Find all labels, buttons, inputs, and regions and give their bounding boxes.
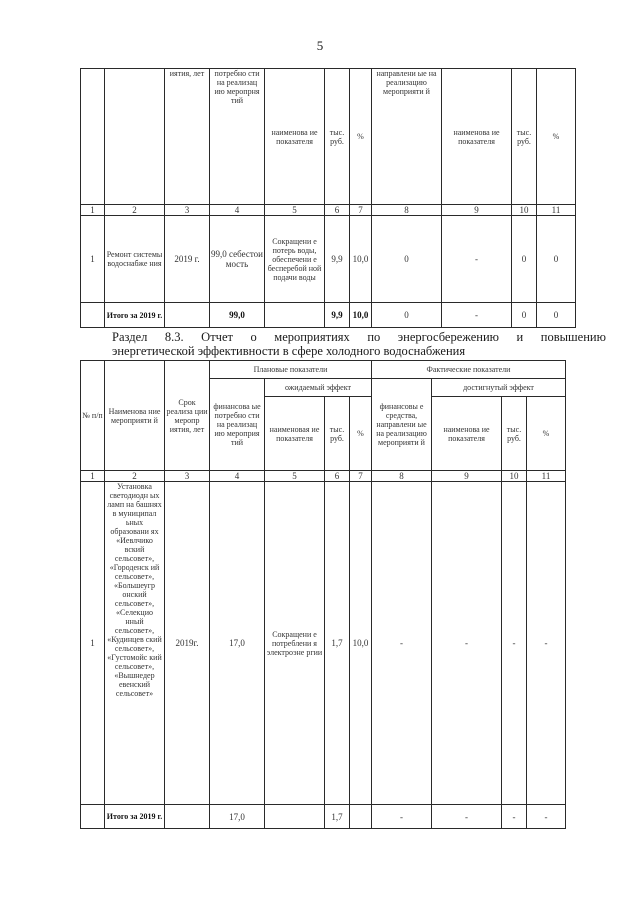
row-fact-indicator: - xyxy=(432,482,502,805)
total-fact-percent: 0 xyxy=(537,303,576,328)
header-row-top xyxy=(81,361,566,379)
header-cell-fact-indicator: наименова ие показателя xyxy=(432,397,502,471)
header-cell-name: Наименова ние мероприяти й xyxy=(105,361,165,471)
row-name: Ремонт системы водоснабже ния xyxy=(105,216,165,303)
header-cell-name xyxy=(105,69,165,205)
col-number: 6 xyxy=(325,471,350,482)
header-cell-fact-percent: % xyxy=(527,397,566,471)
row-num: 1 xyxy=(81,482,105,805)
total-term xyxy=(165,303,210,328)
header-cell-fact-finance: финансовы е средства, направлени ые на реализацию мероприяти й xyxy=(372,379,432,471)
total-finance: 17,0 xyxy=(210,805,265,829)
header-cell-fact-thousand: тыс. руб. xyxy=(512,69,537,205)
header-cell-indicator: наименовая ие показателя xyxy=(265,397,325,471)
row-indicator: Сокращени е потерь воды, обеспечени е бесперебой ной подачи воды xyxy=(265,216,325,303)
column-number-row xyxy=(81,471,566,482)
row-fact-percent: 0 xyxy=(537,216,576,303)
total-fact-percent: - xyxy=(527,805,566,829)
header-cell-fact-indicator: наименова ие показателя xyxy=(442,69,512,205)
header-cell-indicator: наименова ие показателя xyxy=(265,69,325,205)
header-cell-percent: % xyxy=(350,397,372,471)
row-fact-finance: - xyxy=(372,482,432,805)
header-cell-term: Срок реализа ции меропр иятия, лет xyxy=(165,361,210,471)
heading-word: Раздел xyxy=(112,330,148,344)
header-cell-finance: финансова ые потребно сти на реализац ию мероприя тий xyxy=(210,379,265,471)
header-cell-finance: потребно сти на реализац ию меропрня тий xyxy=(210,69,265,205)
header-cell-fact-percent: % xyxy=(537,69,576,205)
col-number: 6 xyxy=(325,205,350,216)
column-number-row xyxy=(81,205,576,216)
total-percent: 10,0 xyxy=(350,303,372,328)
header-cell-planned: Плановые показатели xyxy=(210,361,372,379)
heading-word: мероприятиях xyxy=(274,330,350,344)
header-cell-actual: Фактические показатели xyxy=(372,361,566,379)
row-fact-finance: 0 xyxy=(372,216,442,303)
heading-word: 8.3. xyxy=(164,330,184,344)
col-number: 2 xyxy=(105,205,165,216)
total-fact-indicator: - xyxy=(442,303,512,328)
col-number: 9 xyxy=(442,205,512,216)
col-number: 5 xyxy=(265,205,325,216)
header-cell-achieved: достигнутый эффект xyxy=(432,379,566,397)
col-number: 4 xyxy=(210,471,265,482)
heading-word: Отчет xyxy=(201,330,233,344)
col-number: 7 xyxy=(350,205,372,216)
row-thousand: 9,9 xyxy=(325,216,350,303)
col-number: 7 xyxy=(350,471,372,482)
col-number: 11 xyxy=(537,205,576,216)
col-number: 1 xyxy=(81,205,105,216)
row-percent: 10,0 xyxy=(350,216,372,303)
total-indicator xyxy=(265,303,325,328)
total-row xyxy=(81,805,566,829)
total-finance: 99,0 xyxy=(210,303,265,328)
section-heading-line2: энергетической эффективности в сфере холодного водоснабжения xyxy=(112,344,466,358)
col-number: 8 xyxy=(372,471,432,482)
energy-saving-table-continued xyxy=(80,68,576,328)
section-heading-line1 xyxy=(112,330,606,344)
row-fact-thousand: - xyxy=(502,482,527,805)
col-number: 3 xyxy=(165,471,210,482)
total-row xyxy=(81,303,576,328)
heading-word: и xyxy=(516,330,524,344)
total-thousand: 1,7 xyxy=(325,805,350,829)
heading-word: повышению xyxy=(540,330,606,344)
section-heading xyxy=(112,330,606,358)
row-fact-indicator: - xyxy=(442,216,512,303)
row-num: 1 xyxy=(81,216,105,303)
total-label: Итого за 2019 г. xyxy=(105,303,165,328)
table-row xyxy=(81,482,566,805)
col-number: 2 xyxy=(105,471,165,482)
row-percent: 10,0 xyxy=(350,482,372,805)
total-num xyxy=(81,303,105,328)
col-number: 3 xyxy=(165,205,210,216)
header-cell-fact-thousand: тыс. руб. xyxy=(502,397,527,471)
header-cell-term: иятия, лет xyxy=(165,69,210,205)
row-indicator: Сокращени е потреблени я электроэне ргии xyxy=(265,482,325,805)
total-term xyxy=(165,805,210,829)
row-fact-percent: - xyxy=(527,482,566,805)
col-number: 9 xyxy=(432,471,502,482)
row-fact-thousand: 0 xyxy=(512,216,537,303)
total-fact-finance: - xyxy=(372,805,432,829)
col-number: 8 xyxy=(372,205,442,216)
header-cell-expected: ожидаемый эффект xyxy=(265,379,372,397)
header-cell-thousand: тыс. руб. xyxy=(325,397,350,471)
header-cell-thousand: тыс. руб. xyxy=(325,69,350,205)
total-label: Итого за 2019 г. xyxy=(105,805,165,829)
heading-word: о xyxy=(250,330,257,344)
total-fact-thousand: - xyxy=(502,805,527,829)
heading-word: энергосбережению xyxy=(397,330,500,344)
total-indicator xyxy=(265,805,325,829)
row-term: 2019г. xyxy=(165,482,210,805)
total-fact-thousand: 0 xyxy=(512,303,537,328)
header-cell-num: № п/п xyxy=(81,361,105,471)
col-number: 11 xyxy=(527,471,566,482)
header-cell-percent: % xyxy=(350,69,372,205)
cold-water-energy-saving-table xyxy=(80,360,566,829)
total-percent xyxy=(350,805,372,829)
header-cell-num xyxy=(81,69,105,205)
col-number: 10 xyxy=(502,471,527,482)
total-fact-indicator: - xyxy=(432,805,502,829)
row-term: 2019 г. xyxy=(165,216,210,303)
header-cell-fact-finance: направлени ые на реализацию мероприяти й xyxy=(372,69,442,205)
row-name: Установка светодиодн ых ламп на башнях в муниципал ьных образовани ях «Иевлчико вский сельсовет», «Городенск ий сельсовет», «Большеугр онский сельсовет», «Селекцио нный сельсовет», «Кудинцев ский сельсовет», «Густомойс кий сельсовет», «Вышнедер евенский сельсовет» xyxy=(105,482,165,805)
col-number: 5 xyxy=(265,471,325,482)
header-row xyxy=(81,69,576,205)
col-number: 4 xyxy=(210,205,265,216)
row-thousand: 1,7 xyxy=(325,482,350,805)
total-thousand: 9,9 xyxy=(325,303,350,328)
heading-word: по xyxy=(367,330,381,344)
col-number: 10 xyxy=(512,205,537,216)
page-number: 5 xyxy=(316,38,324,53)
col-number: 1 xyxy=(81,471,105,482)
row-finance: 17,0 xyxy=(210,482,265,805)
row-finance: 99,0 себестои мость xyxy=(210,216,265,303)
total-num xyxy=(81,805,105,829)
table-row xyxy=(81,216,576,303)
total-fact-finance: 0 xyxy=(372,303,442,328)
